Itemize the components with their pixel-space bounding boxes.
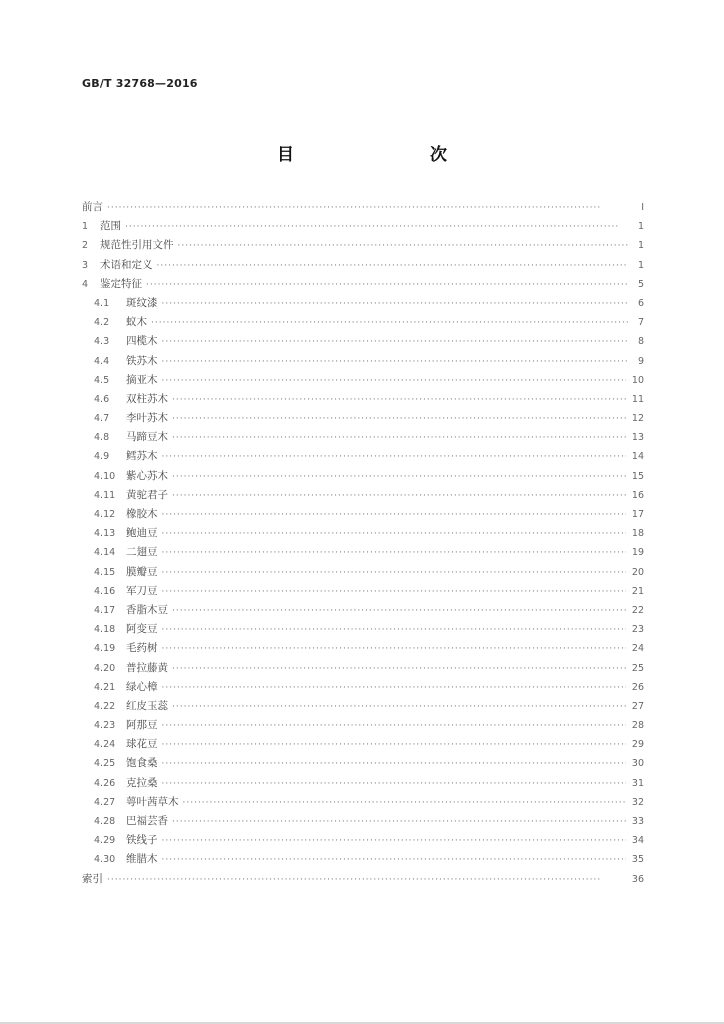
toc-entry-page: 22 [631,604,644,616]
toc-entry-page: 9 [637,355,644,367]
toc-entry-number: 4.19 [94,643,116,655]
dot-leader [172,468,626,487]
toc-entry-label: 四榄木 [126,335,158,348]
toc-entry[interactable] [82,505,644,524]
toc-entry-label: 黄驼君子 [126,488,168,501]
toc-entry-number: 3 [82,259,89,271]
toc-entry-page: 8 [637,336,644,348]
dot-leader [162,525,626,544]
toc-entry-number: 4.29 [94,835,116,847]
toc-entry-number: 4.12 [94,509,116,520]
toc-entry-label: 蚁木 [126,316,147,329]
toc-entry-label: 规范性引用文件 [100,239,174,252]
toc-entry[interactable] [82,313,644,332]
dot-leader [162,333,629,352]
dot-leader [162,717,626,736]
toc-entry-page: 13 [631,432,644,444]
toc-entry-page: 26 [631,681,644,693]
toc-entry-label: 香脂木豆 [126,603,168,616]
page-title: 目 次 [277,145,481,165]
toc-entry-page: 6 [637,297,644,309]
toc-entry-page: 29 [631,739,644,751]
toc-entry-number: 4.16 [94,585,116,597]
toc-entry-number: 4.9 [94,451,110,463]
toc-entry[interactable] [82,678,644,697]
toc-entry[interactable] [82,697,644,716]
toc-entry-label: 维腊木 [126,853,158,866]
dot-leader [146,276,628,295]
toc-entry[interactable] [82,563,644,582]
dot-leader [172,410,626,429]
toc-entry-number: 4.6 [94,393,110,405]
toc-entry-page: 21 [631,585,644,597]
toc-entry-label: 饱食桑 [126,757,158,770]
toc-entry-number: 4.8 [94,432,110,444]
toc-entry[interactable] [82,639,644,658]
toc-entry[interactable] [82,332,644,351]
toc-entry[interactable] [82,582,644,601]
dot-leader [151,314,628,333]
toc-entry-page: 35 [631,854,644,866]
dot-leader [172,487,626,506]
toc-entry-page: 34 [631,835,644,847]
toc-entry-label: 铁线子 [126,834,158,847]
toc-entry-page: 1 [637,240,644,252]
dot-leader [162,295,629,314]
toc-entry-page: 7 [637,317,644,329]
toc-entry-number: 4.22 [94,700,116,712]
toc-entry-number: 4 [82,278,89,290]
toc-entry-label: 范围 [100,220,121,233]
toc-entry[interactable] [82,716,644,735]
toc-entry[interactable] [82,447,644,466]
toc-entry-label: 鳕苏木 [126,450,158,463]
toc-entry-number: 4.14 [94,547,116,559]
toc-entry-page: Ⅰ [641,202,644,213]
toc-entry[interactable] [82,409,644,428]
toc-entry-number: 4.25 [94,758,116,770]
toc-entry-number: 4.21 [94,681,116,693]
toc-entry-page: 27 [631,700,644,712]
toc-entry-label: 前言 [82,201,103,213]
toc-entry-label: 毛药树 [126,642,158,655]
dot-leader [162,544,626,563]
toc-entry[interactable] [82,217,644,236]
toc-entry-number: 4.1 [94,297,110,309]
toc-entry[interactable] [82,831,644,850]
toc-entry-label: 克拉桑 [126,776,158,789]
toc-entry[interactable] [82,620,644,639]
toc-entry-page: 14 [631,451,644,463]
dot-leader [172,813,626,832]
toc-entry[interactable] [82,850,644,869]
toc-entry[interactable] [82,256,644,275]
toc-entry[interactable] [82,754,644,773]
toc-entry[interactable] [82,812,644,831]
toc-entry[interactable] [82,735,644,754]
toc-entry[interactable] [82,390,644,409]
toc-entry[interactable] [82,870,644,889]
toc-entry-page: 28 [631,720,644,732]
dot-leader [162,372,626,391]
toc-entry-label: 巴福芸香 [126,815,168,827]
dot-leader [172,660,626,679]
toc-entry-label: 绿心樟 [126,680,158,693]
standard-code: GB/T 32768—2016 [82,77,198,90]
dot-leader [183,794,626,813]
dot-leader [162,755,626,774]
toc-entry-label: 阿那豆 [126,719,158,732]
toc-entry-page: 18 [631,528,644,540]
dot-leader [178,237,629,256]
dot-leader [162,679,626,698]
toc-entry-page: 5 [637,278,644,290]
toc-entry-page: 30 [631,758,644,770]
toc-entry-label: 鲍迪豆 [126,527,158,540]
toc-entry-label: 二翅豆 [126,546,158,559]
toc-entry-number: 4.4 [94,355,110,367]
toc-entry-label: 球花豆 [126,738,158,751]
toc-entry-page: 12 [631,413,644,425]
toc-entry[interactable] [82,659,644,678]
toc-entry-page: 23 [631,624,644,636]
toc-entry-label: 斑纹漆 [126,296,158,309]
toc-entry-page: 11 [631,393,644,405]
toc-entry-page: 20 [631,566,644,578]
toc-entry-number: 4.17 [94,604,116,616]
toc-entry-number: 4.11 [94,489,116,501]
toc-entry-page: 24 [631,643,644,655]
toc-entry-label: 普拉藤黄 [126,661,168,674]
dot-leader [162,448,626,467]
toc-entry[interactable] [82,486,644,505]
toc-entry-label: 膜瓣豆 [126,565,158,578]
toc-entry-number: 4.28 [94,816,116,827]
dot-leader [162,506,626,525]
toc-entry[interactable] [82,524,644,543]
dot-leader [107,871,626,890]
toc-entry-label: 军刀豆 [126,584,158,597]
toc-entry-page: 25 [631,662,644,674]
toc-entry-page: 33 [631,816,644,827]
toc-entry-page: 1 [637,221,644,233]
toc-entry-label: 索引 [82,872,103,885]
toc-entry-page: 19 [631,547,644,559]
toc-entry-number: 1 [82,221,89,233]
toc-entry[interactable] [82,793,644,812]
toc-entry[interactable] [82,428,644,447]
dot-leader [162,583,626,602]
toc-entry-number: 4.5 [94,374,110,386]
toc-entry[interactable] [82,774,644,793]
dot-leader [162,353,629,372]
toc-entry-page: 15 [631,470,644,482]
toc-entry-page: 16 [631,489,644,501]
toc-entry-label: 橡胶木 [126,508,158,520]
dot-leader [162,775,626,794]
toc-entry-number: 4.10 [94,470,116,482]
toc-entry-page: 10 [631,374,644,386]
toc-entry-page: 31 [631,777,644,789]
toc-entry-label: 摘亚木 [126,373,158,386]
dot-leader [162,832,626,851]
dot-leader [172,429,626,448]
toc-entry-number: 4.15 [94,566,116,578]
dot-leader [172,391,626,410]
table-of-contents [82,198,644,889]
toc-entry-label: 紫心苏木 [126,469,168,482]
toc-entry[interactable] [82,601,644,620]
toc-entry[interactable] [82,198,644,217]
toc-entry-page: 17 [631,509,644,520]
toc-entry[interactable] [82,275,644,294]
toc-entry[interactable] [82,352,644,371]
toc-entry-label: 阿变豆 [126,623,158,636]
dot-leader [162,736,626,755]
toc-entry[interactable] [82,294,644,313]
toc-entry-label: 双柱苏木 [126,392,168,405]
toc-entry-label: 萼叶茜草木 [126,795,179,808]
toc-entry-page: 1 [637,259,644,271]
dot-leader [107,199,628,218]
toc-entry-number: 4.24 [94,739,116,751]
toc-entry-label: 术语和定义 [100,258,153,271]
toc-entry-label: 鉴定特征 [100,277,142,290]
toc-entry-number: 4.13 [94,528,116,540]
toc-entry[interactable] [82,467,644,486]
toc-entry-label: 马蹄豆木 [126,431,168,444]
toc-entry-label: 红皮玉蕊 [126,699,168,712]
toc-entry-number: 4.27 [94,796,116,808]
dot-leader [162,564,626,583]
toc-entry[interactable] [82,371,644,390]
dot-leader [125,218,628,237]
toc-entry-page: 36 [631,873,644,885]
toc-entry-number: 4.18 [94,624,116,636]
dot-leader [157,257,629,276]
toc-entry-number: 4.2 [94,317,110,329]
toc-entry[interactable] [82,236,644,255]
toc-entry-number: 4.30 [94,854,116,866]
toc-entry-number: 4.26 [94,777,116,789]
toc-entry[interactable] [82,543,644,562]
toc-entry-number: 2 [82,240,89,252]
toc-entry-label: 李叶苏木 [126,412,168,425]
toc-entry-number: 4.3 [94,336,110,348]
toc-entry-label: 铁苏木 [126,354,158,367]
toc-entry-number: 4.23 [94,720,116,732]
dot-leader [172,602,626,621]
toc-entry-page: 32 [631,796,644,808]
toc-entry-number: 4.7 [94,413,110,425]
dot-leader [172,698,626,717]
dot-leader [162,851,626,870]
dot-leader [162,640,626,659]
dot-leader [162,621,626,640]
toc-entry-number: 4.20 [94,662,116,674]
